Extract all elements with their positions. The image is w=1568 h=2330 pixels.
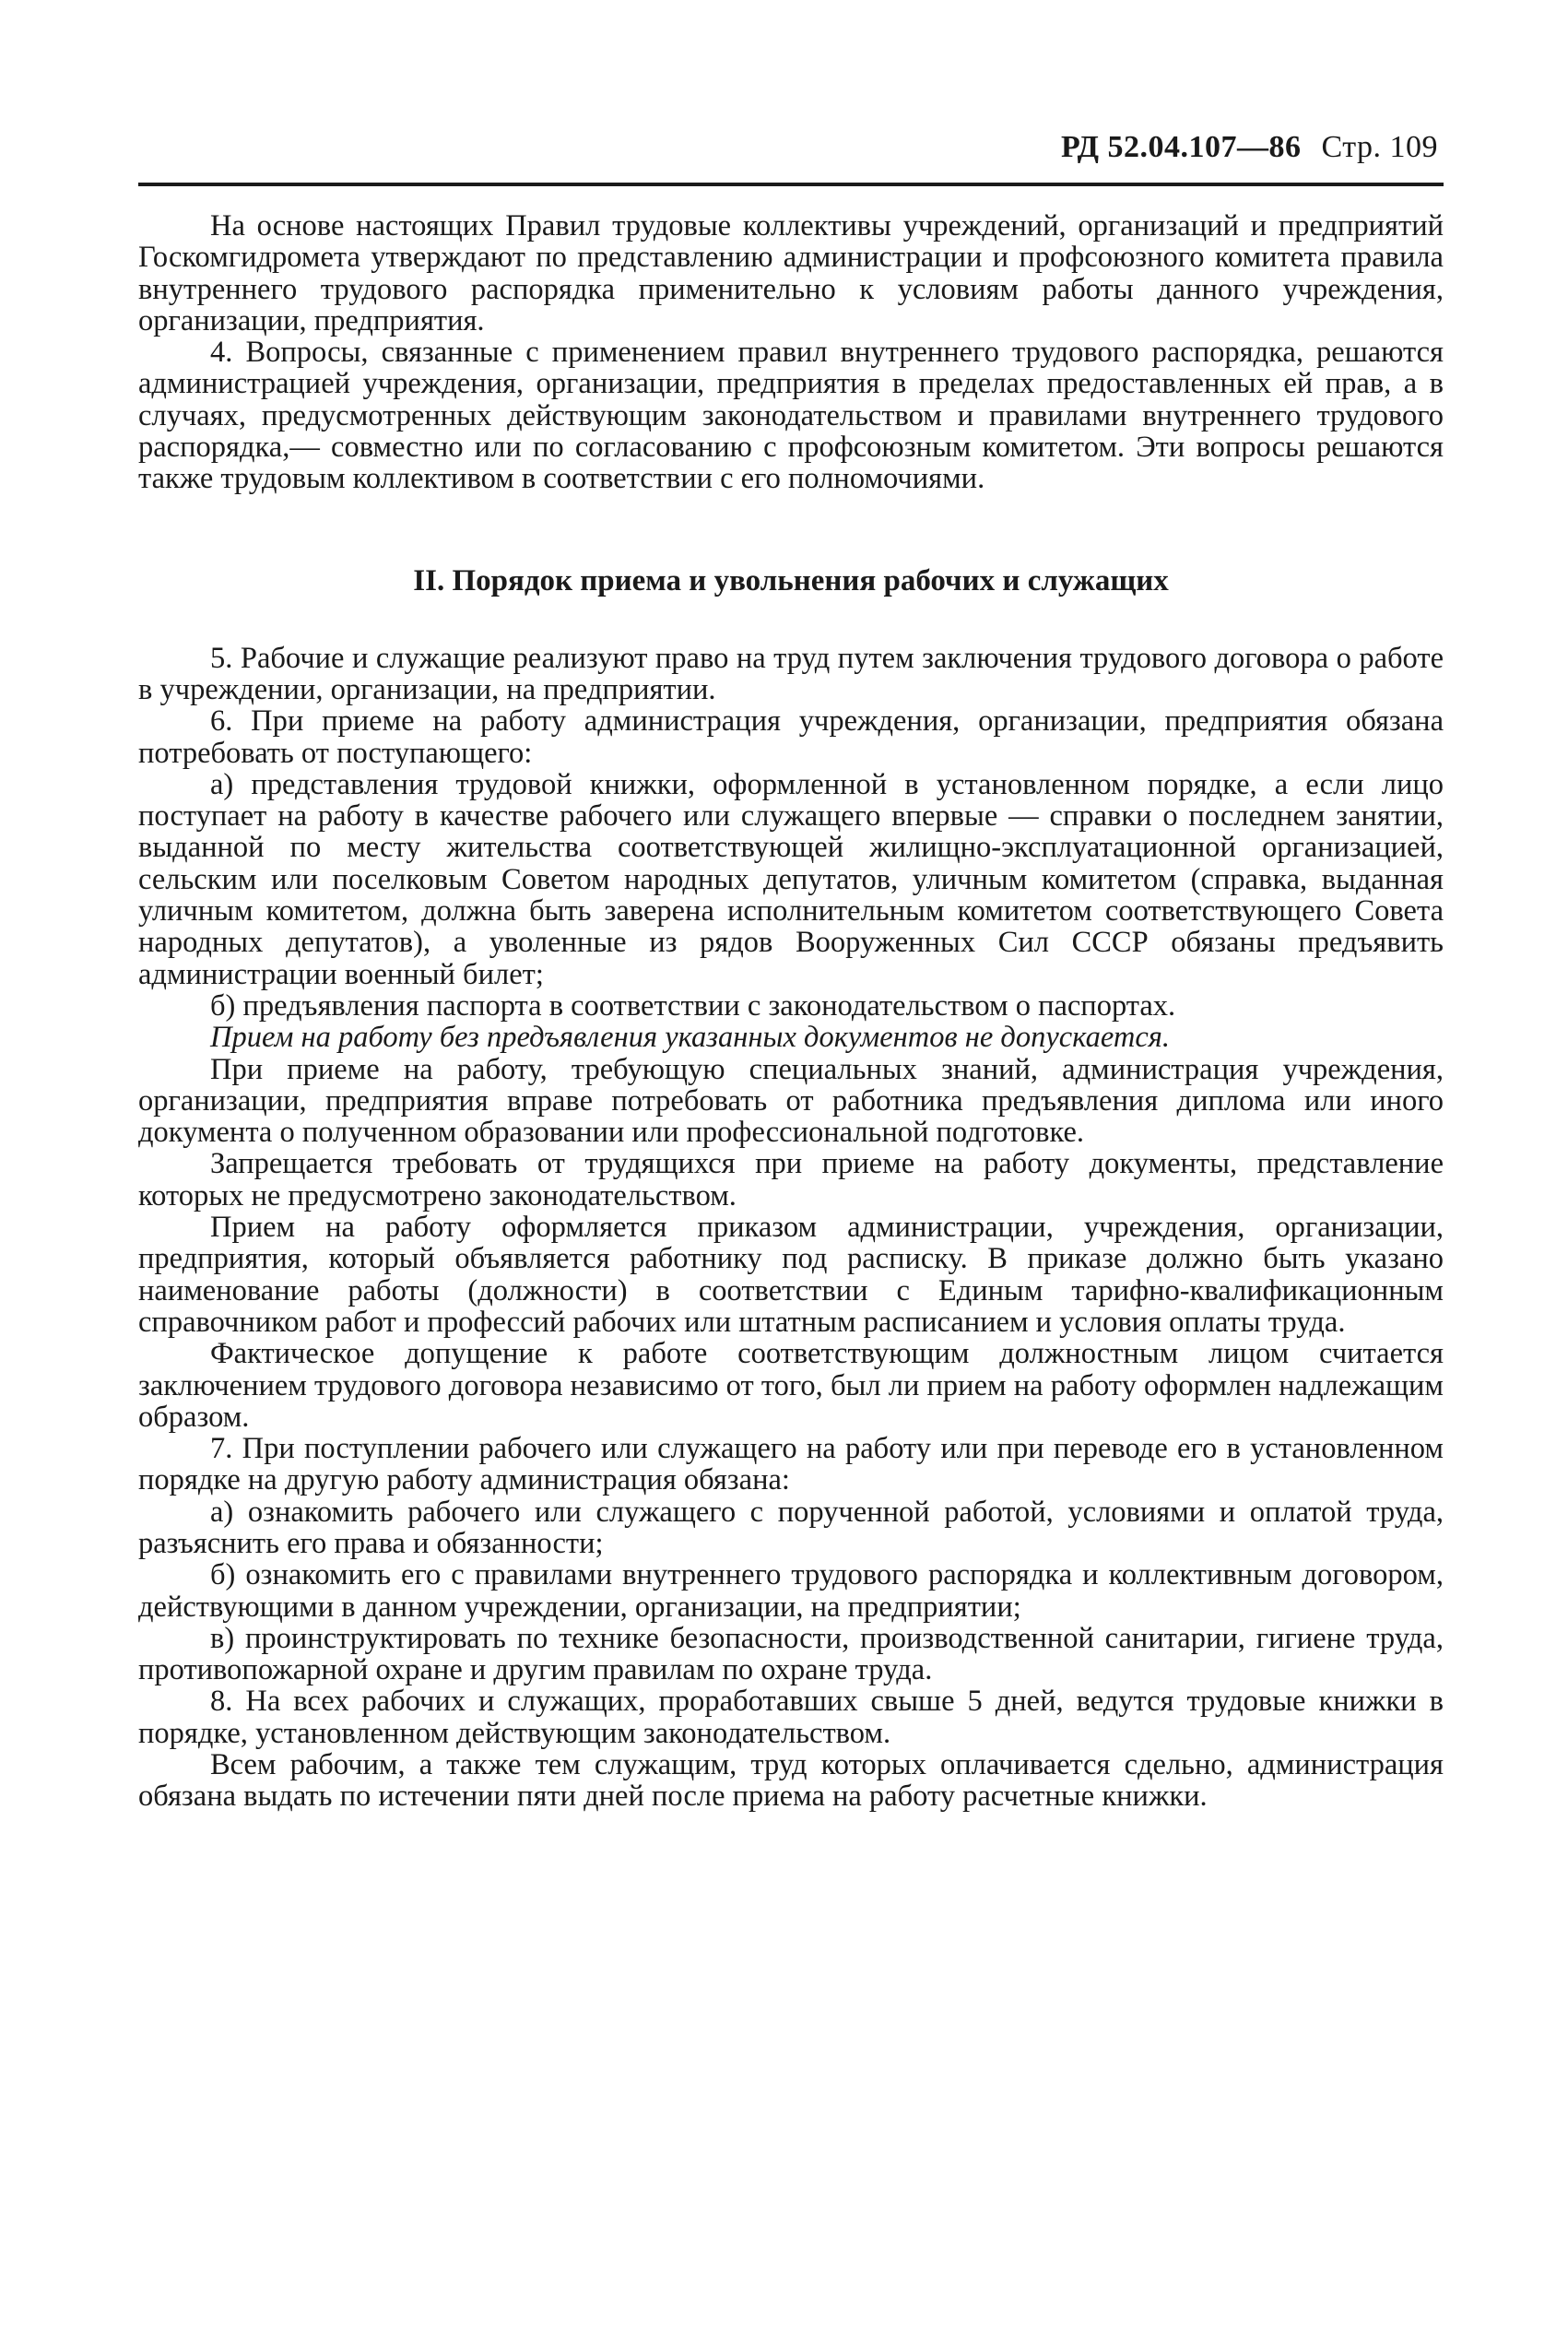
section-paragraphs — [138, 643, 1444, 1813]
document-page — [138, 129, 1444, 1813]
paragraph: Прием на работу без предъявления указанных документов не допускается. — [210, 1021, 1170, 1055]
document-code: РД 52.04.107—86 — [1060, 130, 1302, 164]
paragraph: б) ознакомить его с правилами внутреннего трудового распорядка и коллективным договором, действующими в данном учреждении, организации, на предприятии; — [138, 1558, 1444, 1624]
paragraph: а) ознакомить рабочего или служащего с порученной работой, условиями и оплатой труда, разъяснить его права и обязанности; — [138, 1495, 1444, 1560]
paragraph: На основе настоящих Правил трудовые коллективы учреждений, организаций и предприятий Госкомгидромета утверждают по представлению администрации и профсоюзного комитета правила внутреннего трудового распорядка применительно к условиям работы данного учреждения, организации, предприятия. — [138, 209, 1444, 337]
header-rule — [138, 183, 1444, 186]
paragraph: Прием на работу оформляется приказом администрации, учреждения, организации, предприятия, который объявляется работнику под расписку. В приказе должно быть указано наименование работы (должности) в соответствии с Единым тарифно-квалификационным справочником работ и профессий рабочих или штатным расписанием и условия оплаты труда. — [138, 1211, 1444, 1339]
page-header — [138, 129, 1444, 166]
paragraph: Всем рабочим, а также тем служащим, труд которых оплачивается сдельно, администрация обязана выдать по истечении пяти дней после приема на работу расчетные книжки. — [138, 1748, 1444, 1814]
paragraph: Фактическое допущение к работе соответствующим должностным лицом считается заключением трудового договора независимо от того, был ли прием на работу оформлен надлежащим образом. — [138, 1337, 1444, 1434]
paragraph: а) представления трудовой книжки, оформленной в установленном порядке, а если лицо поступает на работу в качестве рабочего или служащего впервые — справки о последнем занятии, выданной по месту жительства соответствующей жилищно-эксплуатационной организацией, сельским или поселковым Советом народных депутатов, уличным комитетом (справка, выданная уличным комитетом, должна быть заверена исполнительным комитетом соответствующего Совета народных депутатов), а уволенные из рядов Вооруженных Сил СССР обязаны предъявить администрации военный билет; — [138, 767, 1444, 991]
paragraph: в) проинструктировать по технике безопасности, производственной санитарии, гигиене труда, противопожарной охране и другим правилам по охране труда. — [138, 1621, 1444, 1687]
document-body — [138, 210, 1444, 1813]
paragraph: 6. При приеме на работу администрация учреждения, организации, предприятия обязана потребовать от поступающего: — [138, 704, 1444, 770]
paragraph: 5. Рабочие и служащие реализуют право на труд путем заключения трудового договора о работе в учреждении, организации, на предприятии. — [138, 641, 1444, 706]
paragraph: 4. Вопросы, связанные с применением правил внутреннего трудового распорядка, решаются администрацией учреждения, организации, предприятия в пределах предоставленных ей прав, а в случаях, предусмотренных действующим законодательством и правилами внутреннего трудового распорядка,— совместно или по согласованию с профсоюзным комитетом. Эти вопросы решаются также трудовым коллективом в соответствии с его полномочиями. — [138, 336, 1444, 496]
paragraph: 7. При поступлении рабочего или служащего на работу или при переводе его в установленном порядке на другую работу администрация обязана: — [138, 1432, 1444, 1497]
paragraph: б) предъявления паспорта в соответствии с законодательством о паспортах. — [210, 988, 1176, 1023]
paragraph: Запрещается требовать от трудящихся при приеме на работу документы, представление которых не предусмотрено законодательством. — [138, 1147, 1444, 1212]
paragraph: 8. На всех рабочих и служащих, проработавших свыше 5 дней, ведутся трудовые книжки в порядке, установленном действующим законодательством. — [138, 1685, 1444, 1750]
page-number: Стр. 109 — [1321, 130, 1438, 164]
paragraph: При приеме на работу, требующую специальных знаний, администрация учреждения, организации, предприятия вправе потребовать от работника предъявления диплома или иного документа о полученном образовании или профессиональной подготовке. — [138, 1052, 1444, 1150]
section-title: II. Порядок приема и увольнения рабочих и служащих — [413, 563, 1169, 597]
